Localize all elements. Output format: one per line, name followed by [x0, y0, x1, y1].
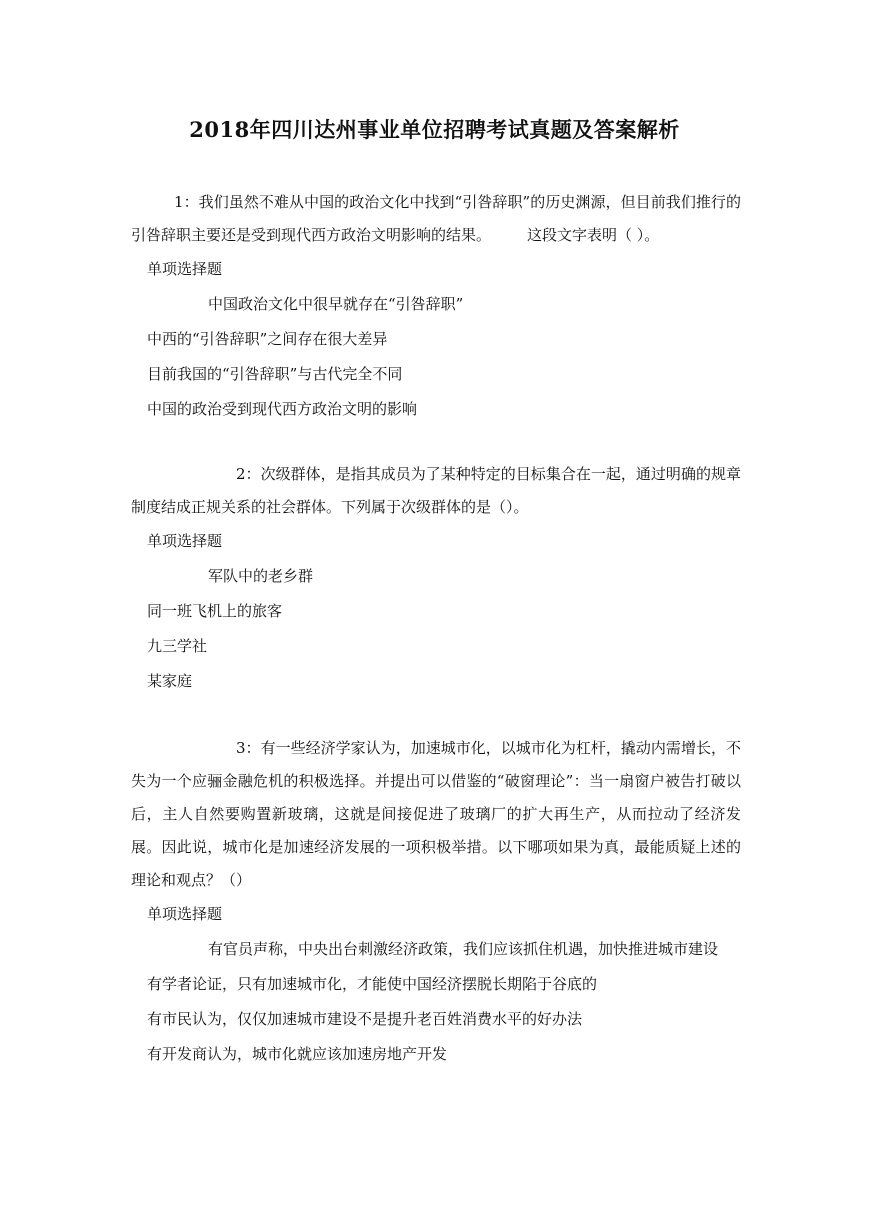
question-1 — [131, 186, 741, 427]
question-3-option-c[interactable]: 有市民认为，仅仅加速城市建设不是提升老百姓消费水平的好办法 — [147, 1010, 583, 1028]
question-1-option-a[interactable]: 中国政治文化中很早就存在“引咎辞职” — [208, 295, 464, 313]
question-1-option-c[interactable]: 目前我国的“引咎辞职”与古代完全不同 — [147, 365, 403, 383]
question-1-option-d[interactable]: 中国的政治受到现代西方政治文明的影响 — [147, 400, 418, 418]
document-title: 2018年四川达州事业单位招聘考试真题及答案解析 — [189, 117, 680, 142]
question-3-option-b[interactable]: 有学者论证，只有加速城市化，才能使中国经济摆脱长期陷于谷底的 — [147, 975, 598, 993]
question-2-option-d[interactable]: 某家庭 — [147, 672, 193, 690]
question-2-option-a[interactable]: 军队中的老乡群 — [208, 567, 314, 585]
question-1-option-b[interactable]: 中西的“引咎辞职”之间存在很大差异 — [147, 330, 388, 348]
question-2 — [131, 458, 741, 699]
question-3-type: 单项选择题 — [147, 905, 223, 923]
question-2-type: 单项选择题 — [147, 532, 223, 550]
question-3-option-a[interactable]: 有官员声称，中央出台刺激经济政策，我们应该抓住机遇，加快推进城市建设 — [208, 940, 719, 958]
question-3-option-d[interactable]: 有开发商认为，城市化就应该加速房地产开发 — [147, 1045, 448, 1063]
question-2-option-b[interactable]: 同一班飞机上的旅客 — [147, 602, 283, 620]
question-3-stem: 3：有一些经济学家认为，加速城市化，以城市化为杠杆，撬动内需增长，不失为一个应骊金融危机的积极选择。并提出可以借鉴的“破窗理论”：当一扇窗户被告打破以后，主人自然要购置新玻璃，这就是间接促进了玻璃厂的扩大再生产，从而拉动了经济发展。因此说，城市化是加速经济发展的一项积极举措。以下哪项如果为真，最能质疑上述的理论和观点？（） — [131, 739, 741, 889]
question-2-stem: 2：次级群体，是指其成员为了某种特定的目标集合在一起，通过明确的规章制度结成正规关系的社会群体。下列属于次级群体的是（）。 — [131, 465, 741, 516]
question-1-stem: 1：我们虽然不难从中国的政治文化中找到“引咎辞职”的历史渊源，但目前我们推行的引咎辞职主要还是受到现代西方政治文明影响的结果。 这段文字表明（ ）。 — [131, 193, 741, 244]
question-3 — [131, 732, 741, 1072]
question-2-option-c[interactable]: 九三学社 — [147, 637, 208, 655]
question-1-type: 单项选择题 — [147, 260, 223, 278]
